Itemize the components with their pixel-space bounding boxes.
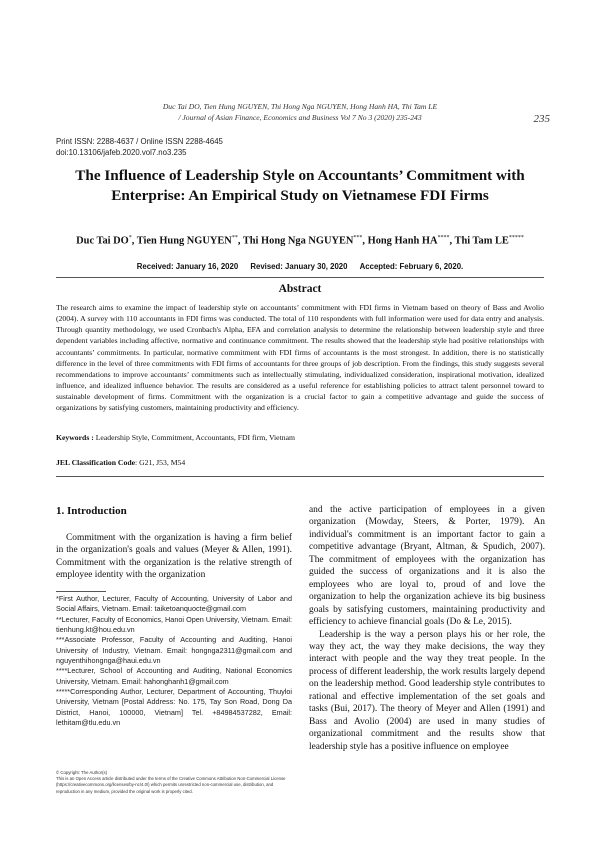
abstract-text: The research aims to examine the impact of leadership style on accountants’ commitment with FDI firms in Vietnam based on theory of Bass and Avolio (2004). A survey with 110 accountants in FDI firms was conducted. The total of 110 respondents with full information were used for data entry and analysis. Through quantity methodology, we used Cronbach's Alpha, EFA and correlation analysis to determine the relationship between leadership style and three dependent variables including affective, normative and continuance commitment. The results showed that the leadership style had positive relationships with accountants’ commitments. In particular, normative commitment with FDI firms of accountants is the most strongest. In addition, there is no statistically difference in the level of three commitments with FDI firms of accountants for three groups of job description. From the findings, this study suggests several recommendations to improve accountants’ commitments such as intellectually stimulating, individualized consideration, inspirational motivation, idealized influence, and idealized influence behavior. The results are considered as a useful reference for establishing policies to attract talent personnel toward to sustainable development of firms. Commitment with the organization is a crucial factor to gain a competitive advantage and guide the success of organizations by satisfying customers, maintaining productivity and efficiency. — [56, 303, 544, 413]
paper-title — [56, 166, 544, 206]
issn: Print ISSN: 2288-4637 / Online ISSN 2288-4645 — [56, 137, 223, 146]
keywords-label: Keywords : — [56, 433, 94, 442]
footnotes — [56, 594, 292, 728]
running-header-authors: Duc Tai DO, Tien Hung NGUYEN, Thi Hong Nga NGUYEN, Hong Hanh HA, Thi Tam LE — [162, 102, 438, 111]
jel-classification — [56, 458, 544, 467]
author-name: Hong Hanh HA — [367, 235, 438, 247]
copyright: © Copyright: The Author(s) — [56, 770, 108, 775]
footnote: ****Lecturer, School of Accounting and Auditing, National Economics University, Vietnam. Email: hahonghanh1@gmail.com — [56, 666, 292, 686]
footnote: *First Author, Lecturer, Faculty of Accounting, University of Labor and Social Affairs, Vietnam. Email: taiketoanquocte@gmail.com — [56, 594, 292, 614]
author-name: Thi Tam LE — [454, 235, 509, 247]
author-name: Duc Tai DO — [76, 235, 129, 247]
paragraph: Leadership is the way a person plays his or her role, the way they act, the way they make decisions, the way they interact with people and the way they treat people. In the process of different leadership, the work results largely depend on the leadership method. Good leadership style contributes to rational and effective implementation of the set goals and tasks (Bui, 2017). The theory of Meyer and Allen (1991) and Bass and Avolio (2004) are used in many studies of organizational commitment and the results show that leadership style has a positive influence on employee — [309, 629, 545, 752]
author-separator: , — [237, 235, 243, 247]
author-mark: ** — [231, 235, 238, 241]
paragraph: Commitment with the organization is having a firm belief in the organization's goals and values (Meyer & Allen, 1991). Commitment with the organization is the relative strength of employee identity with the organization — [56, 533, 292, 581]
footnote-divider — [56, 591, 106, 592]
footnote: ***Associate Professor, Faculty of Accounting and Auditing, Hanoi University of Industry, Vietnam. Email: hongnga2311@gmail.com and nguyenthihongnga@haui.edu.vn — [56, 635, 292, 666]
author-mark: ***** — [508, 235, 524, 241]
section-heading: 1. Introduction — [56, 505, 127, 517]
license-text: This is an Open Access article distributed under the terms of the Creative Commons Attribution Non-Commercial License (https://creativecommons.org/licenses/by-nc/4.0/) which permits unrestricted non-commercial use, distribution, and reproduction in any medium, provided the original work is properly cited. — [56, 776, 286, 794]
received-date: Received: January 16, 2020 — [136, 262, 239, 271]
page-number: 235 — [533, 113, 550, 125]
doi: doi:10.13106/jafeb.2020.vol7.no3.235 — [56, 147, 187, 157]
divider — [56, 277, 544, 278]
submission-dates — [56, 262, 544, 271]
author-mark: * — [128, 235, 132, 241]
author-mark: **** — [437, 235, 450, 241]
author-separator: , — [449, 235, 455, 247]
author-name: Tien Hung NGUYEN — [136, 235, 232, 247]
author-list — [40, 235, 560, 246]
running-header-journal: / Journal of Asian Finance, Economics and Business Vol 7 No 3 (2020) 235-243 — [178, 113, 422, 122]
jel-label: JEL Classification Code — [56, 458, 136, 467]
jel-text: : G21, J53, M54 — [135, 458, 186, 467]
paper-title-line-2: Enterprise: An Empirical Study on Vietnamese FDI Firms — [111, 187, 489, 204]
author-separator: , — [362, 235, 368, 247]
abstract-heading: Abstract — [278, 283, 322, 295]
author-name: Thi Hong Nga NGUYEN — [242, 235, 354, 247]
body-column-left — [56, 532, 292, 582]
footnote: **Lecturer, Faculty of Economics, Hanoi Open University, Vietnam. Email: tienhung.kt@hou.edu.vn — [56, 614, 292, 635]
revised-date: Revised: January 30, 2020 — [250, 262, 348, 271]
keywords-text: Leadership Style, Commitment, Accountants, FDI firm, Vietnam — [93, 433, 295, 442]
author-mark: *** — [353, 235, 363, 241]
running-header — [120, 101, 480, 123]
footnote: *****Corresponding Author, Lecturer, Department of Accounting, Thuyloi University, Vietnam [Postal Address: No. 175, Tay Son Road, Dong Da District, Hanoi, 100000, Vietnam] Tel. +84984537282, Email: lethitam@tlu.edu.vn — [56, 687, 292, 728]
author-separator: , — [131, 235, 137, 247]
issn-block — [56, 137, 223, 158]
divider — [56, 476, 544, 477]
paragraph: and the active participation of employees in a given organization (Mowday, Steers, & Porter, 1979). An individual's commitment is an important factor to gain a competitive advantage (Bryant, Altman, & Spudich, 2007). The commitment of employees with the organization has guided the success of organizations and it is also the employees who are loyal to, proud of and love the organization to help the organization achieve its big business goals by satisfying customers, maintaining productivity and efficiency to achieve financial goals (Do & Le, 2015). — [309, 505, 545, 628]
keywords — [56, 433, 544, 442]
body-column-right — [309, 504, 545, 753]
paper-title-line-1: The Influence of Leadership Style on Accountants’ Commitment with — [75, 167, 525, 184]
accepted-date: Accepted: February 6, 2020. — [359, 262, 464, 271]
license-notice — [56, 770, 292, 795]
